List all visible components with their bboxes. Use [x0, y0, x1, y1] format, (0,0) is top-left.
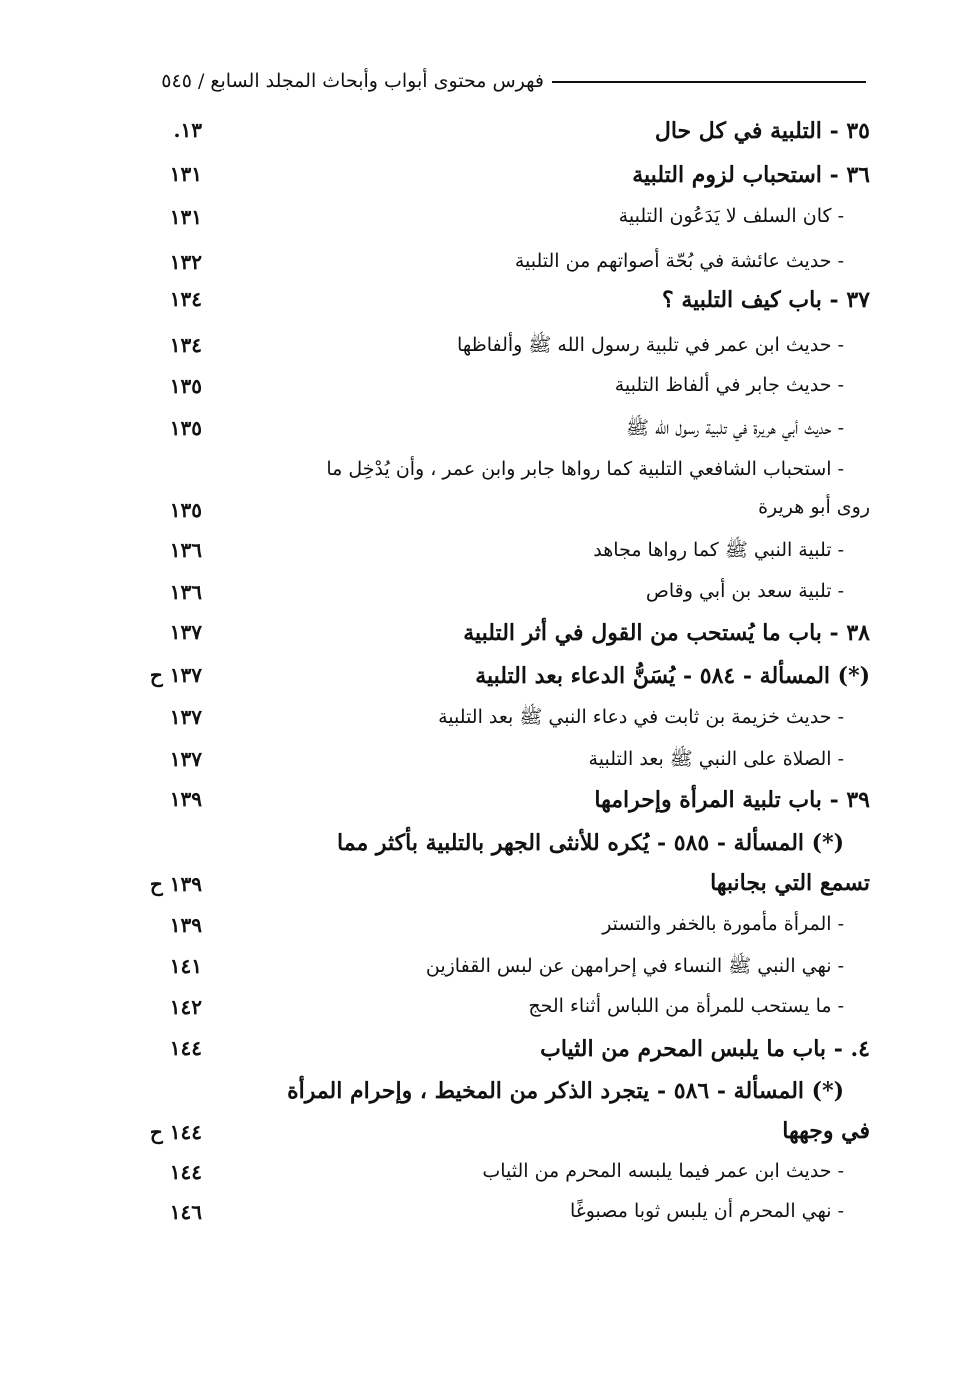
page-header [96, 66, 866, 106]
index-entry [110, 1160, 870, 1200]
page-number: ١٣. [173, 118, 202, 142]
page-number: ١٤٤ [169, 1036, 202, 1060]
subtopic-text: - نهي النبي ﷺ النساء في إحرامهن عن لبس القفازين [425, 955, 844, 977]
page-number: ١٣٧ ح [149, 663, 202, 687]
index-entry [110, 162, 870, 202]
page-number: ١٣٢ [169, 250, 202, 274]
chapter-title: ٣٦ - استحباب لزوم التلبية [632, 162, 870, 188]
page-number: ١٣٥ [169, 374, 202, 398]
header-rule [552, 81, 866, 83]
page-number: ١٣٧ [169, 705, 202, 729]
subtopic-text: - حديث جابر في ألفاظ التلبية [614, 374, 844, 396]
index-entry [110, 787, 870, 827]
subtopic-text: - حديث أبي هريرة في تلبية رسول الله ﷺ [626, 417, 844, 439]
issue-continuation: في وجهها [782, 1118, 870, 1144]
index-entry [110, 580, 870, 620]
index-entry [110, 830, 870, 914]
header-title: فهرس محتوى أبواب وأبحاث المجلد السابع / ٥٤٥ [161, 70, 544, 92]
subtopic-text: - استحباب الشافعي التلبية كما رواها جابر وابن عمر ، وأن يُدْخِل ما [326, 458, 844, 480]
index-entry [110, 1036, 870, 1076]
subtopic-text: - تلبية النبي ﷺ كما رواها مجاهد [593, 539, 844, 561]
subtopic-text: - ما يستحب للمرأة من اللباس أثناء الحج [528, 995, 844, 1017]
subtopic-text: - المرأة مأمورة بالخفر والتستر [602, 913, 844, 935]
index-entry [110, 995, 870, 1035]
page-number: ١٣٧ [169, 747, 202, 771]
index-entry [110, 416, 870, 456]
page-number: ١٣١ [169, 162, 202, 186]
page-number: ١٣٤ [169, 287, 202, 311]
subtopic-text: - تلبية سعد بن أبي وقاص [645, 580, 844, 602]
chapter-title: ٤. - باب ما يلبس المحرم من الثياب [540, 1036, 870, 1062]
index-entry [110, 118, 870, 158]
issue-continuation: تسمع التي بجانبها [710, 870, 870, 896]
chapter-title: ٣٥ - التلبية في كل حال [654, 118, 870, 144]
page-number: ١٤٤ ح [149, 1120, 202, 1144]
issue-title: (*) المسألة - ٥٨٥ - يُكره للأنثى الجهر بالتلبية بأكثر مما [337, 830, 844, 856]
index-entry [110, 458, 870, 542]
page-number: ١٣٦ [169, 538, 202, 562]
subtopic-continuation: روى أبو هريرة [758, 496, 870, 518]
chapter-title: ٣٧ - باب كيف التلبية ؟ [662, 287, 870, 313]
page-number: ١٣٩ [169, 787, 202, 811]
issue-title: (*) المسألة - ٥٨٦ - يتجرد الذكر من المخيط ، وإحرام المرأة [287, 1078, 844, 1104]
subtopic-text: - كان السلف لا يَدَعُون التلبية [618, 205, 844, 227]
index-entry [110, 205, 870, 245]
subtopic-text: - حديث ابن عمر فيما يلبسه المحرم من الثياب [482, 1160, 844, 1182]
page-number: ١٤٦ [169, 1200, 202, 1224]
index-entry [110, 954, 870, 994]
index-entry [110, 250, 870, 290]
page-number: ١٤٢ [169, 995, 202, 1019]
index-entry [110, 1200, 870, 1240]
page-number: ١٣٤ [169, 333, 202, 357]
page-number: ١٣٦ [169, 580, 202, 604]
page-number: ١٣٧ [169, 620, 202, 644]
page-number: ١٣٥ [169, 416, 202, 440]
page-number: ١٣١ [169, 205, 202, 229]
chapter-title: ٣٩ - باب تلبية المرأة وإحرامها [594, 787, 870, 813]
subtopic-text: - حديث ابن عمر في تلبية رسول الله ﷺ وألفاظها [457, 334, 844, 356]
index-entry [110, 913, 870, 953]
subtopic-text: - نهي المحرم أن يلبس ثوبا مصبوغًا [570, 1200, 844, 1222]
index-entry [110, 663, 870, 703]
index-entry [110, 374, 870, 414]
index-entry [110, 1078, 870, 1162]
page-number: ١٣٥ [169, 498, 202, 522]
index-entry [110, 705, 870, 745]
subtopic-text: - الصلاة على النبي ﷺ بعد التلبية [588, 748, 844, 770]
page-number: ١٤١ [169, 954, 202, 978]
page-number: ١٤٤ [169, 1160, 202, 1184]
page-number: ١٣٩ [169, 913, 202, 937]
index-entry [110, 620, 870, 660]
index-entry [110, 538, 870, 578]
index-entry [110, 287, 870, 327]
index-entry [110, 747, 870, 787]
subtopic-text: - حديث خزيمة بن ثابت في دعاء النبي ﷺ بعد التلبية [438, 706, 844, 728]
chapter-title: ٣٨ - باب ما يُستحب من القول في أثر التلبية [463, 620, 870, 646]
page-number: ١٣٩ ح [149, 872, 202, 896]
issue-title: (*) المسألة - ٥٨٤ - يُسَنُّ الدعاء بعد التلبية [475, 663, 870, 689]
index-entry [110, 333, 870, 373]
subtopic-text: - حديث عائشة في بُحّة أصواتهم من التلبية [514, 250, 844, 272]
